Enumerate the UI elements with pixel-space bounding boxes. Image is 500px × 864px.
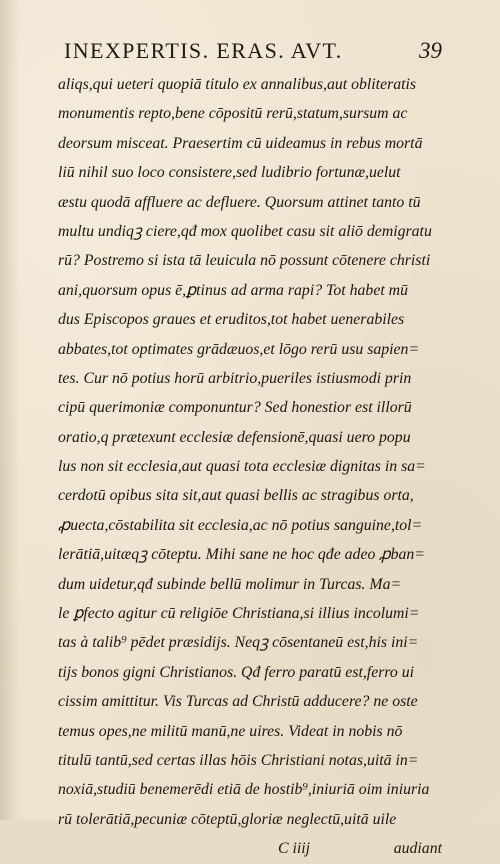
text-line: tes. Cur nō potius horū arbitrio,pueriles istiusmodi prin — [58, 369, 412, 387]
text-line: liū nihil suo loco consistere,sed ludibrio fortunæ,uelut — [58, 164, 401, 182]
text-line: lus non sit ecclesia,aut quasi tota ecclesiæ dignitas in sa= — [58, 458, 426, 476]
footer-line — [58, 834, 450, 863]
text-line: tijs bonos gigni Christianos. Qđ ferro paratū est,ferro ui — [58, 663, 415, 681]
text-line: multu undiqꝫ ciere,qđ mox quolibet casu sit aliō demigratu — [58, 222, 432, 240]
text-line: ani,quorsum opus ē,ꝑtinus ad arma rapi? Tot habet mū — [58, 281, 408, 299]
text-line: monumentis repto,bene cōpositū rerū,statum,sursum ac — [58, 105, 408, 123]
text-line: æstu quodā affluere ac defluere. Quorsum attinet tanto tū — [58, 193, 421, 211]
running-head — [64, 38, 442, 66]
text-line: rū tolerātiā,pecuniæ cōteptū,gloriæ neglectū,uitā uile — [58, 810, 397, 828]
text-line: cipū querimoniæ componuntur? Sed honestior est illorū — [58, 399, 412, 417]
text-line: cerdotū opibus sita sit,aut quasi bellis ac stragibus orta, — [58, 487, 414, 505]
running-title: INEXPERTIS. ERAS. AVT. — [64, 38, 343, 63]
gutter-shadow — [0, 0, 20, 820]
text-block — [58, 70, 450, 864]
signature-mark: C iiij — [278, 840, 311, 858]
text-line: dum uidetur,qđ subinde bellū molimur in Turcas. Ma= — [58, 575, 402, 593]
text-line: tas à talib⁹ pēdet præsidijs. Neqꝫ cōsentaneū est,his ini= — [58, 634, 419, 652]
text-line: le ꝑfecto agitur cū religiōe Christiana,si illius incolumi= — [58, 605, 420, 623]
text-line: ꝓuecta,cōstabilita sit ecclesia,ac nō potius sanguine,tol= — [58, 516, 423, 534]
text-line: noxiā,studiū benemerēdi etiā de hostib⁹,iniuriā oim iniuria — [58, 781, 430, 799]
catchword: audiant — [393, 840, 442, 858]
text-line: abbates,tot optimates grādæuos,et lōgo rerū usu sapien= — [58, 340, 420, 358]
text-line: cissim amittitur. Vis Turcas ad Christū adducere? ne oste — [58, 693, 418, 711]
text-line: deorsum misceat. Praesertim cū uideamus in rebus mortā — [58, 134, 423, 152]
text-line: lerātiā,uitæqꝫ cōteptu. Mihi sane ne hoc qđe adeo ꝓban= — [58, 546, 425, 564]
folio-number: 39 — [419, 38, 442, 63]
text-line: titulū tantū,sed certas illas hōis Christiani notas,uitā in= — [58, 751, 419, 769]
text-line: temus opes,ne militū manū,ne uires. Videat in nobis nō — [58, 722, 403, 740]
text-line: oratio,q prætexunt ecclesiæ defensionē,quasi uero popu — [58, 428, 411, 446]
text-line: rū? Postremo si ista tā leuicula nō possunt cōtenere christi — [58, 252, 431, 270]
text-line: dus Episcopos graues et eruditos,tot habet uenerabiles — [58, 311, 405, 329]
text-line: aliqs,qui ueteri quopiā titulo ex annalibus,aut obliteratis — [58, 76, 417, 93]
